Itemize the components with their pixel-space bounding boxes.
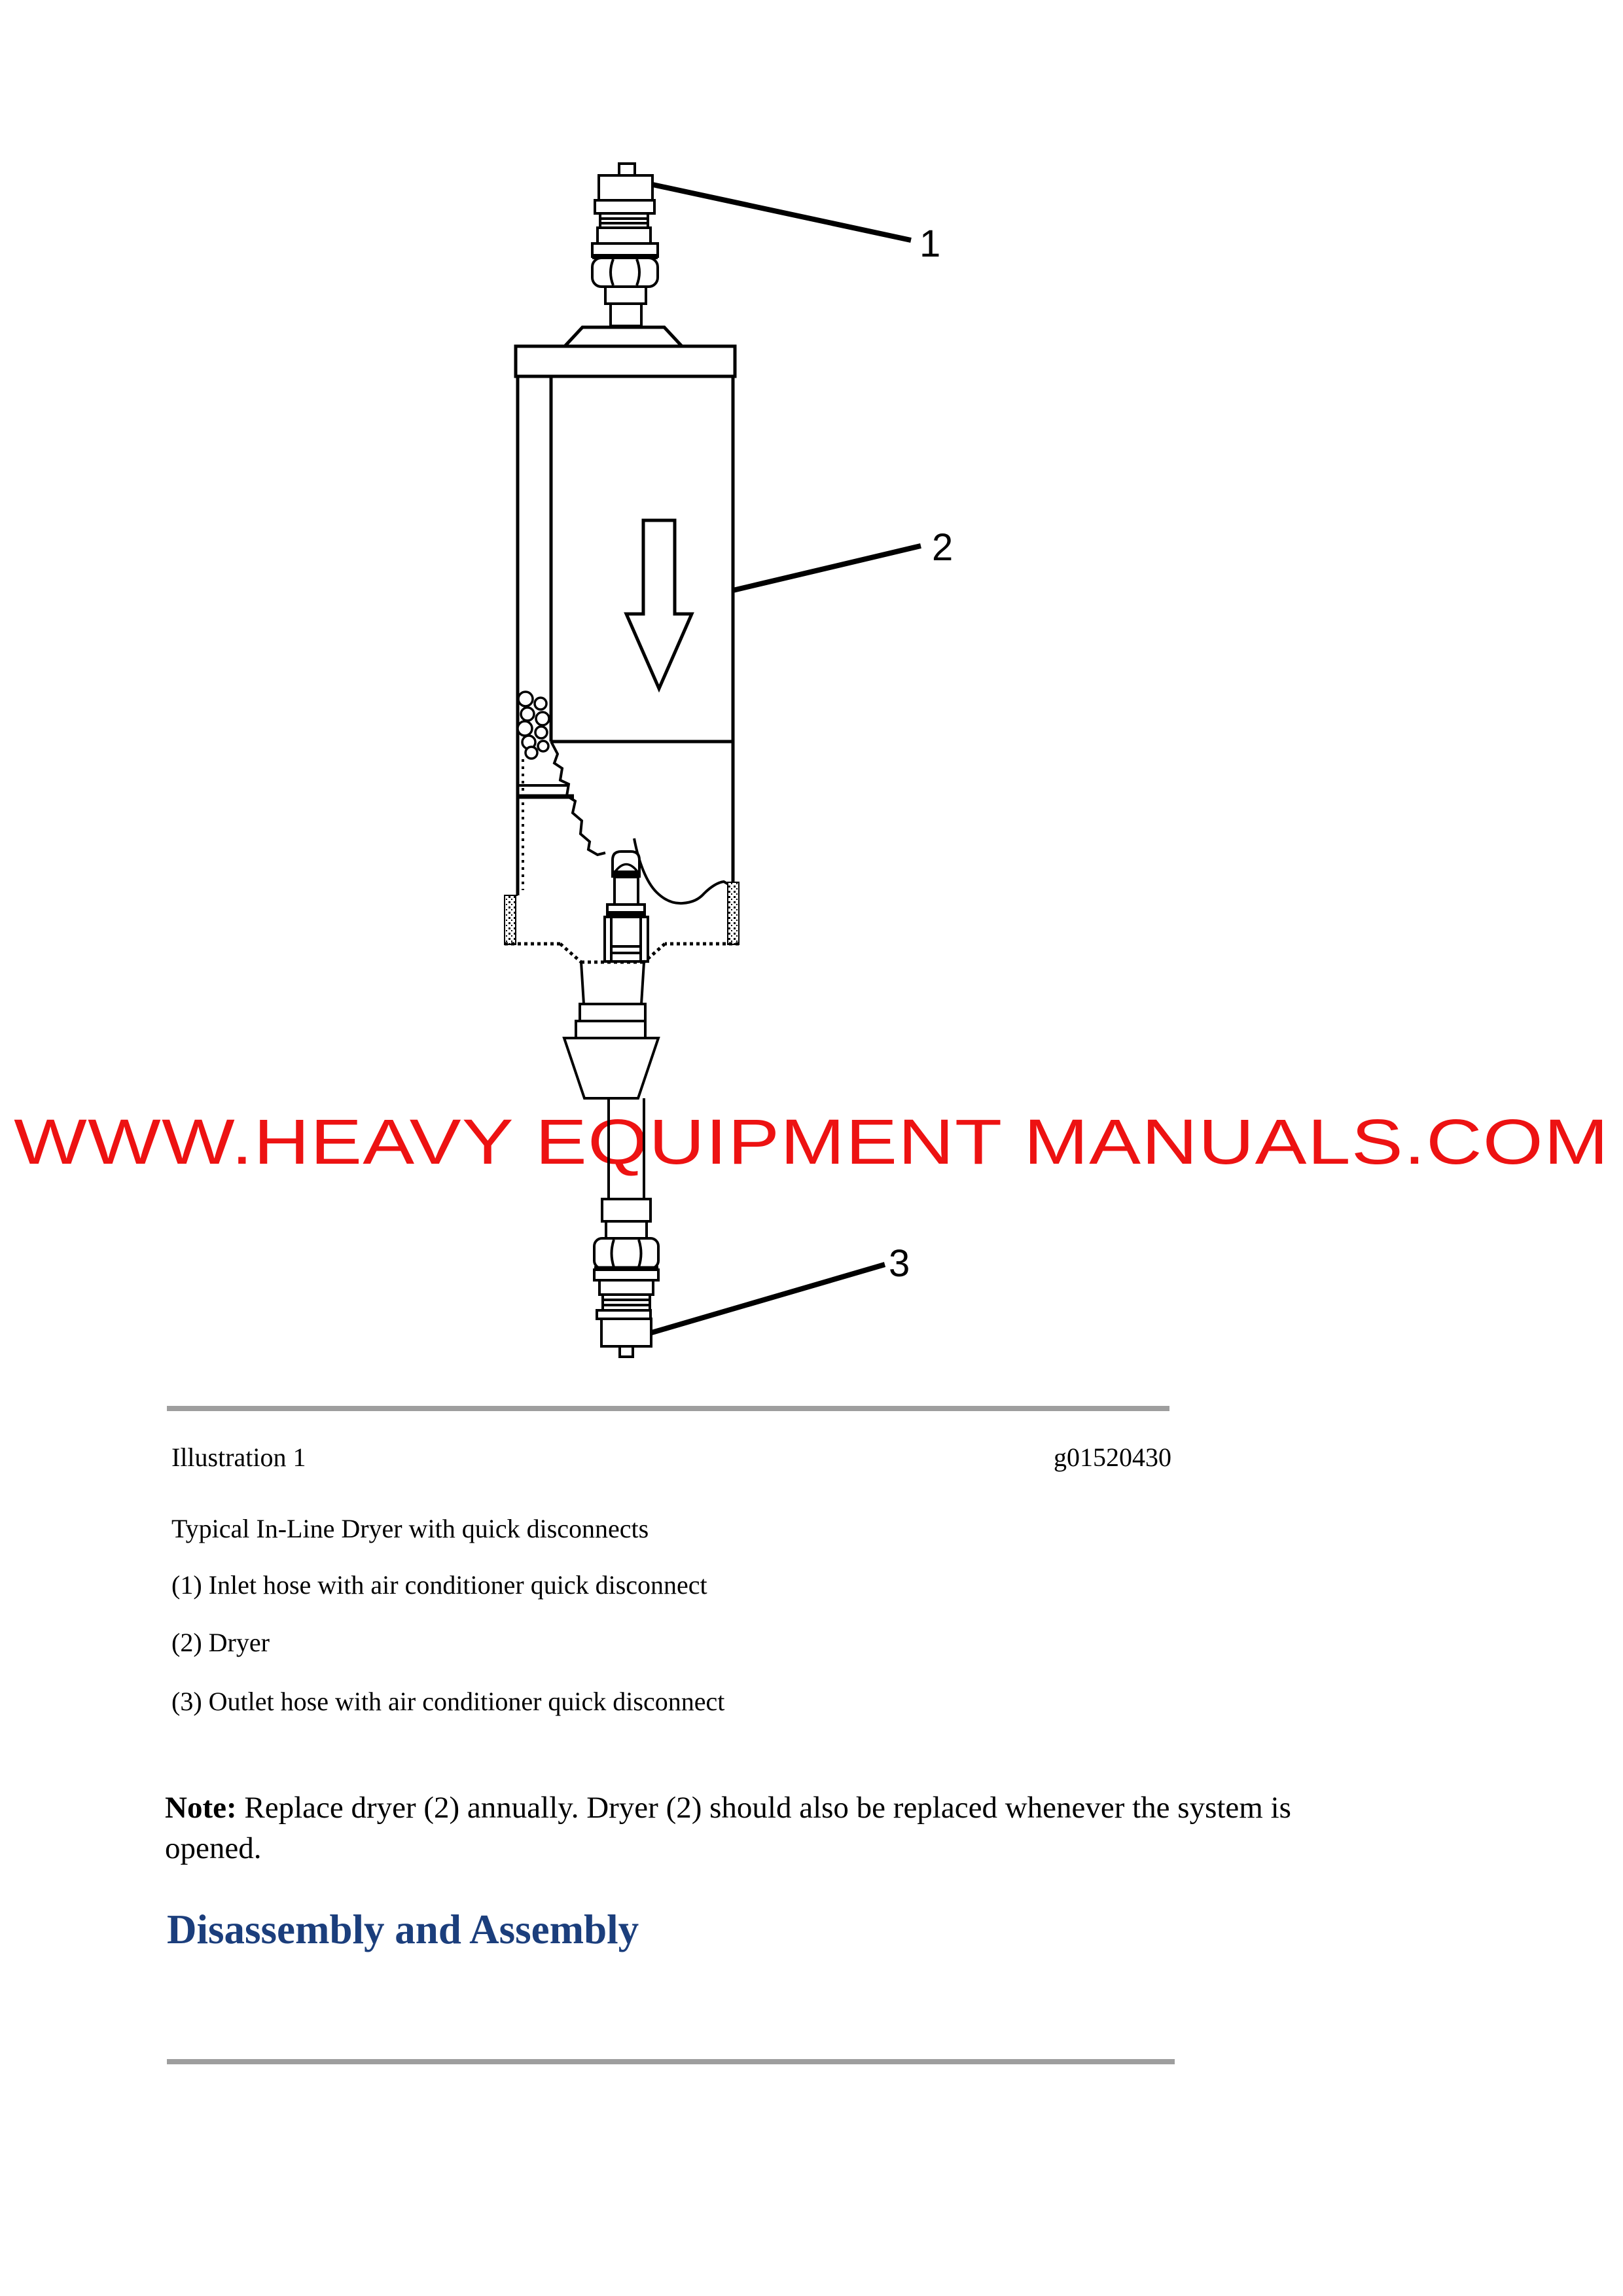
leader-line-2 <box>733 546 921 590</box>
outlet-hex-nut <box>594 1238 658 1268</box>
note-line2: opened. <box>165 1831 262 1865</box>
outlet-collar-1 <box>580 1004 645 1021</box>
note-paragraph <box>165 1787 1382 1869</box>
illustration-divider-rule <box>167 1406 1169 1411</box>
caption-title: Typical In-Line Dryer with quick disconnects <box>171 1514 649 1543</box>
inlet-ribs <box>600 213 648 228</box>
inlet-cap <box>599 175 652 200</box>
inlet-band <box>595 200 654 213</box>
leader-line-1 <box>652 185 911 240</box>
illustration-code: g01520430 <box>1054 1443 1171 1472</box>
caption-item-3: (3) Outlet hose with air conditioner quick disconnect <box>171 1687 725 1716</box>
section-heading: Disassembly and Assembly <box>167 1907 639 1952</box>
inlet-neck <box>605 287 646 304</box>
outlet-fitting-drawing <box>564 962 658 1357</box>
inlet-hex-nut <box>592 258 658 287</box>
outlet-washer <box>594 1270 658 1280</box>
canister-dome <box>565 327 682 346</box>
dryer-canister-drawing <box>516 327 735 895</box>
callout-3: 3 <box>889 1242 910 1285</box>
outlet-cone <box>564 1038 658 1098</box>
callout-2: 2 <box>932 526 954 569</box>
illustration-label: Illustration 1 <box>171 1443 306 1472</box>
canister-cap <box>516 346 735 376</box>
desiccant-beads <box>518 692 549 759</box>
caption-item-1: (1) Inlet hose with air conditioner quick disconnect <box>171 1570 707 1600</box>
note-line1: Replace dryer (2) annually. Dryer (2) should also be replaced whenever the system is <box>236 1791 1291 1825</box>
callout-1: 1 <box>919 223 941 265</box>
outlet-ribs <box>603 1295 650 1310</box>
outlet-body <box>601 1319 651 1346</box>
inlet-fitting-drawing <box>592 164 658 326</box>
caption-item-2: (2) Dryer <box>171 1628 270 1657</box>
flow-arrow <box>626 520 692 689</box>
section-divider-rule <box>167 2059 1175 2064</box>
note-label: Note: <box>165 1791 237 1825</box>
outlet-collar-2 <box>576 1021 645 1038</box>
watermark-text: WWW.HEAVY EQUIPMENT MANUALS.COM <box>14 1106 1609 1177</box>
leader-line-3 <box>652 1265 885 1333</box>
outlet-nub <box>620 1346 633 1357</box>
inlet-tube <box>611 304 641 326</box>
inlet-shoulder <box>597 228 651 243</box>
